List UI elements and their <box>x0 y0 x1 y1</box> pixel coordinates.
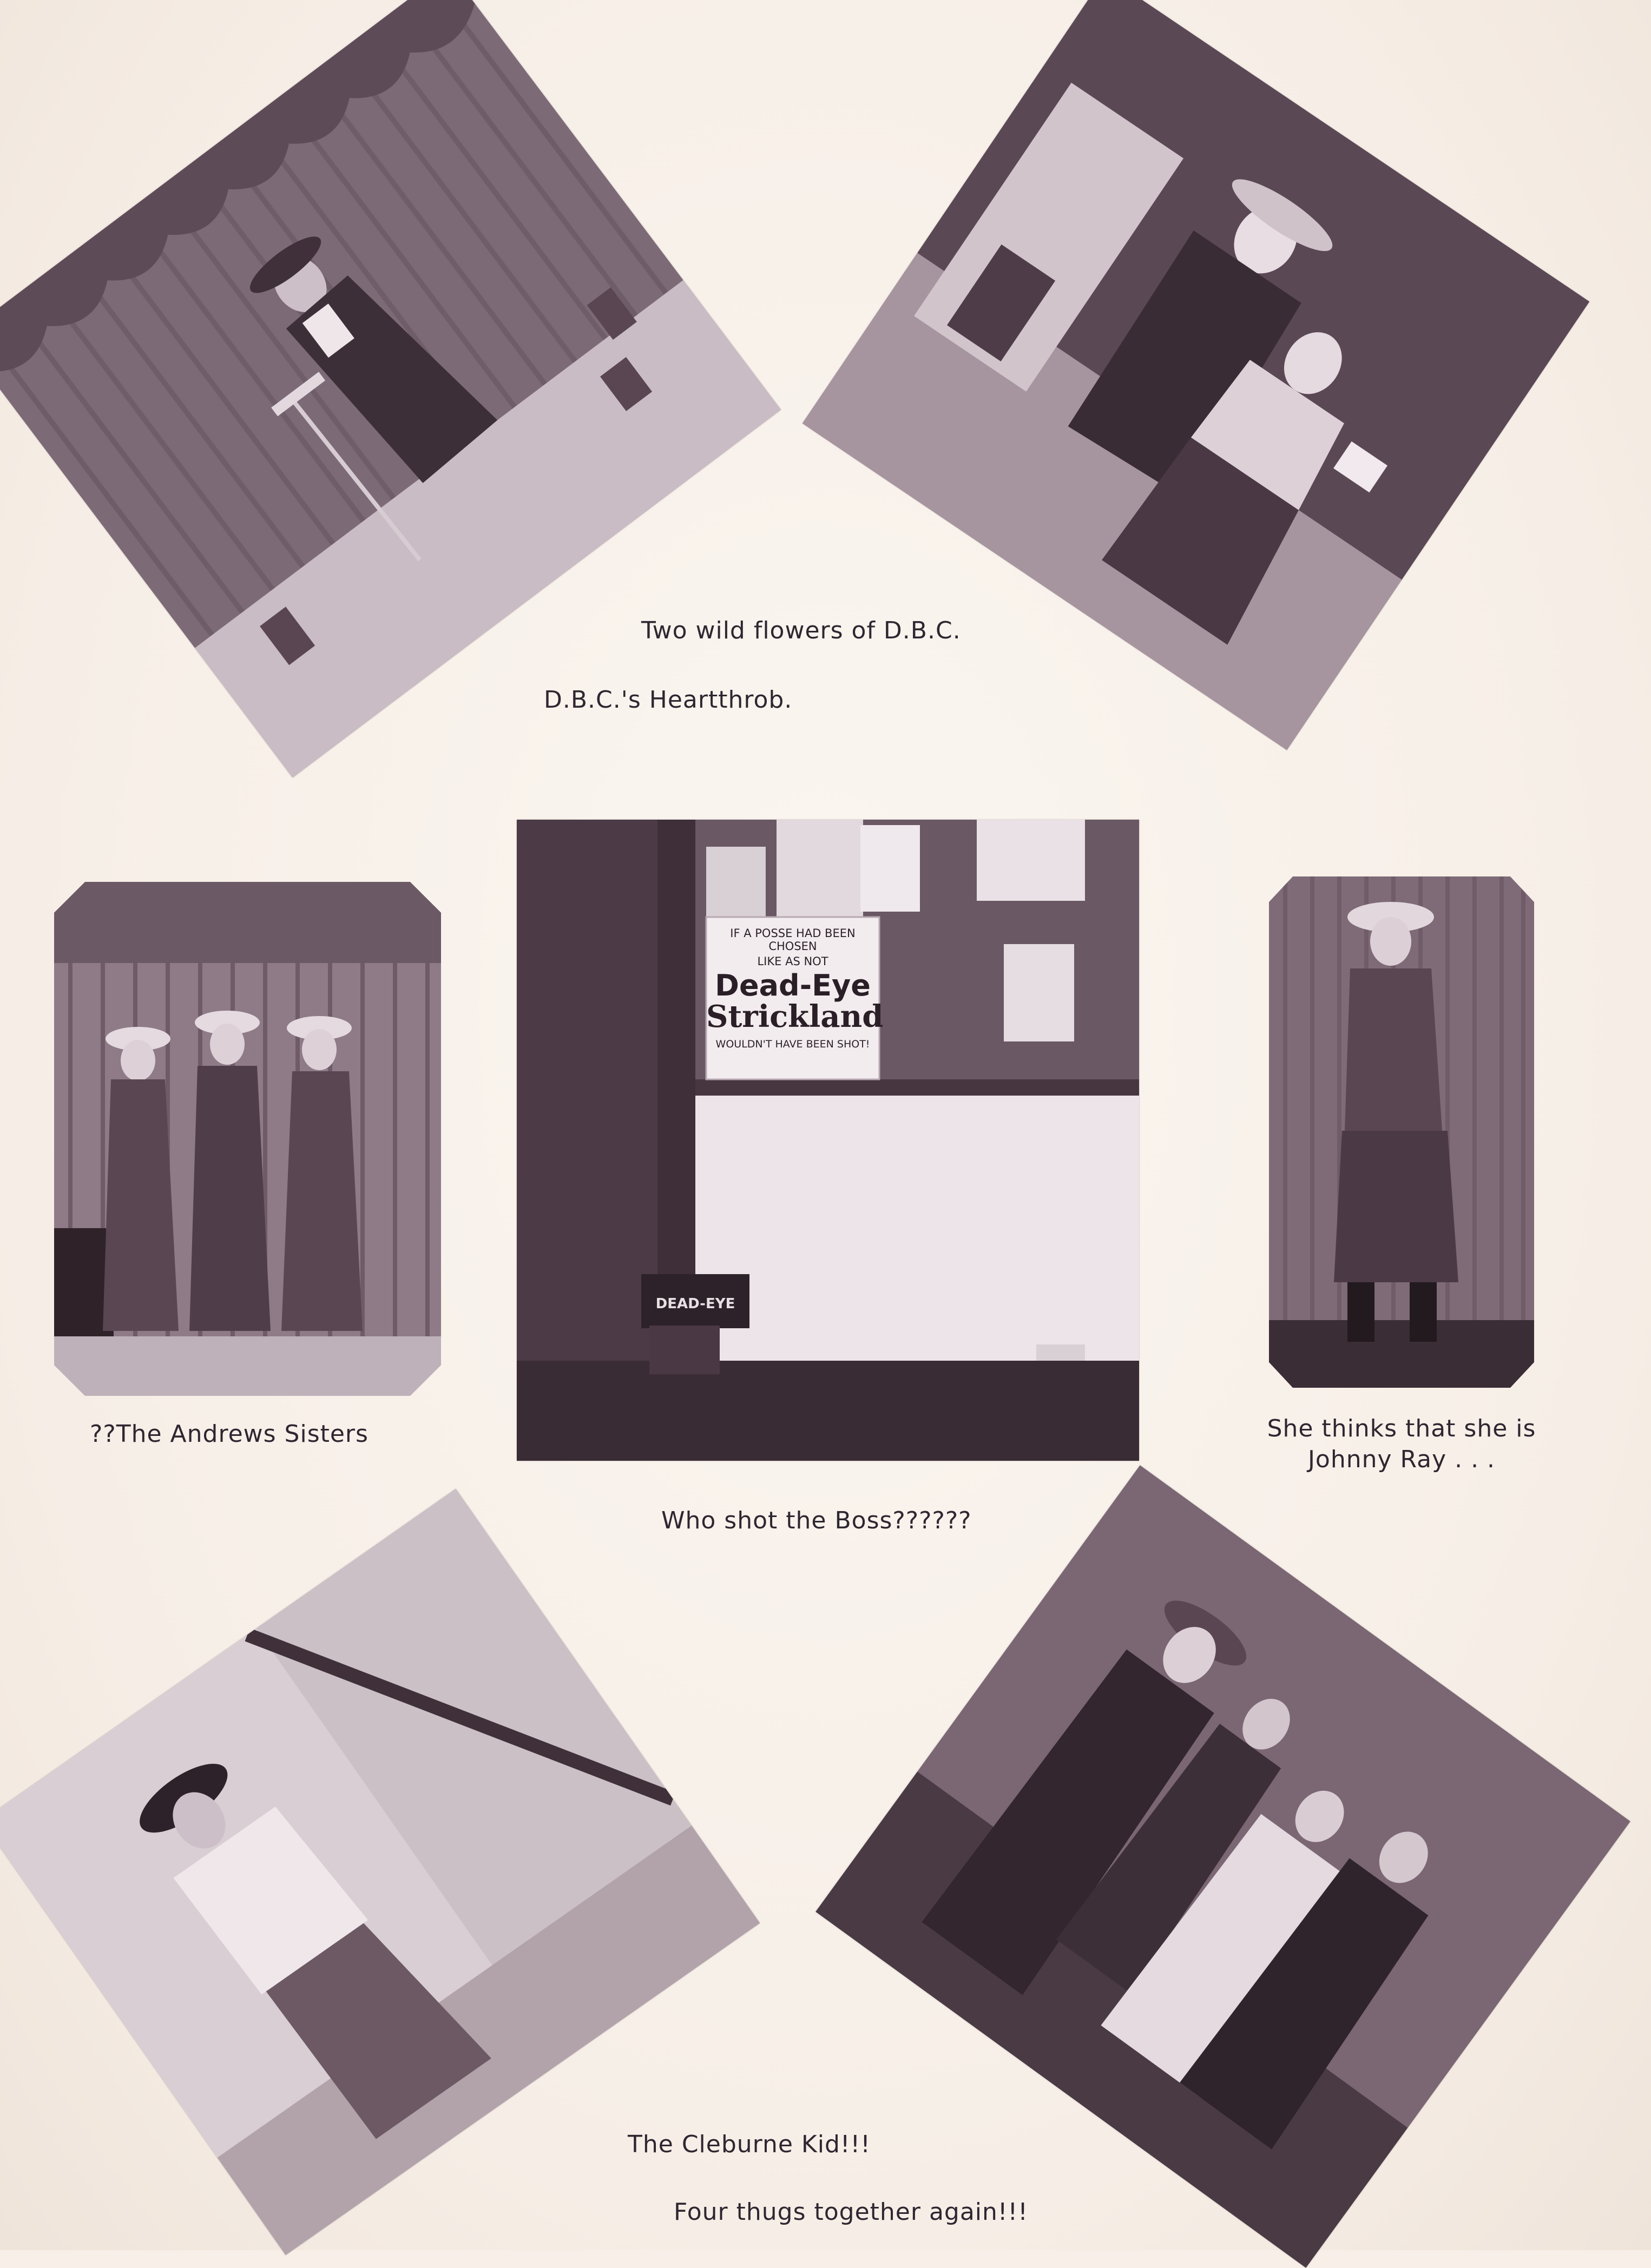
caption-two-wild-flowers: Two wild flowers of D.B.C. <box>641 617 961 644</box>
caption-johnny-ray-line1: She thinks that she is <box>1267 1415 1536 1442</box>
poster-sign <box>706 917 884 1079</box>
photo-andrews-sisters <box>54 882 441 1396</box>
caption-johnny-ray-line2: Johnny Ray . . . <box>1307 1446 1496 1474</box>
caption-cleburne-kid: The Cleburne Kid!!! <box>628 2131 871 2158</box>
photo-who-shot-the-boss <box>517 820 1139 1461</box>
small-dead-eye-sign: DEAD-EYE <box>655 1296 735 1312</box>
photo-heartthrob-on-stage <box>0 0 781 777</box>
photo-johnny-ray <box>1269 876 1534 1388</box>
caption-four-thugs: Four thugs together again!!! <box>674 2198 1028 2226</box>
poster-sign-line4: Strickland <box>706 999 884 1034</box>
poster-sign-line5: WOULDN'T HAVE BEEN SHOT! <box>715 1038 870 1050</box>
caption-heartthrob: D.B.C.'s Heartthrob. <box>544 686 793 714</box>
poster-sign-line1: IF A POSSE HAD BEEN CHOSEN <box>730 927 856 953</box>
photo-four-thugs <box>815 1465 1630 2268</box>
caption-johnny-ray <box>1239 1413 1564 1475</box>
caption-andrews-sisters: ??The Andrews Sisters <box>90 1420 369 1448</box>
caption-who-shot-the-boss: Who shot the Boss?????? <box>661 1507 972 1534</box>
poster-sign-line3: Dead-Eye <box>715 968 871 1003</box>
poster-sign-line2: LIKE AS NOT <box>757 955 828 968</box>
